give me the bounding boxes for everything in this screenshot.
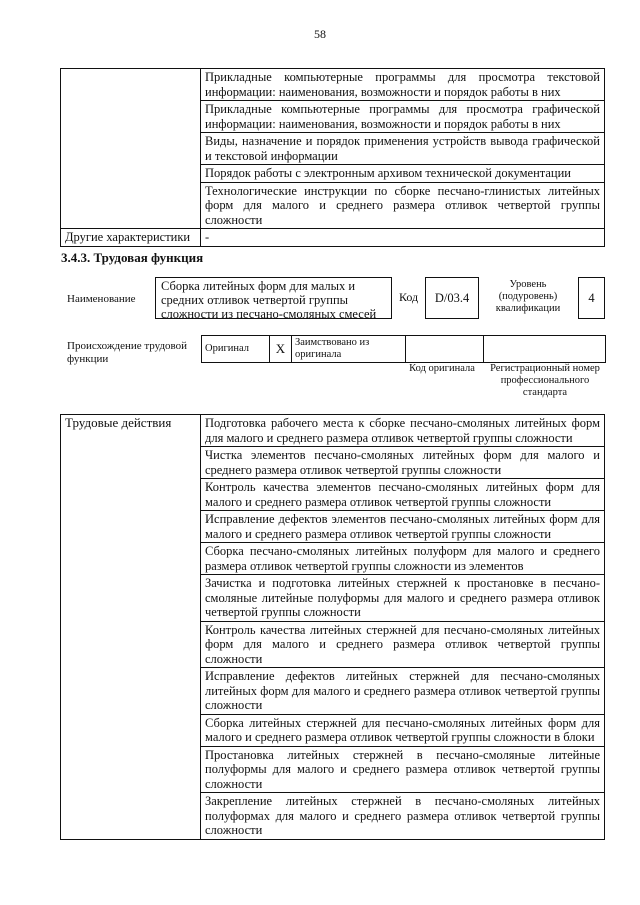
table-row bbox=[202, 336, 606, 363]
knowledge-label-cell bbox=[61, 69, 201, 229]
original-code-cell bbox=[406, 336, 484, 363]
knowledge-item: Технологические инструкции по сборке песчано-глинистых литейных форм для малого и среднего размера отливок четвертой группы сложности bbox=[201, 182, 605, 229]
code-label: Код bbox=[399, 290, 419, 304]
knowledge-item: Прикладные компьютерные программы для просмотра графической информации: наименования, возможности и порядок работы в них bbox=[201, 101, 605, 133]
original-mark: X bbox=[270, 336, 292, 363]
origin-label: Происхождение трудовой функции bbox=[67, 340, 188, 365]
labor-action-item: Простановка литейных стержней в песчано-смоляные литейные полуформы для малого и среднего размера отливок четвертой группы сложности bbox=[201, 746, 605, 793]
labor-action-item: Подготовка рабочего места к сборке песчано-смоляных литейных форм для малого и среднего размера отливок четвертой группы сложности bbox=[201, 415, 605, 447]
name-label: Наименование bbox=[67, 293, 136, 305]
table-row bbox=[61, 69, 605, 101]
table-row bbox=[61, 415, 605, 447]
level-value-box: 4 bbox=[578, 277, 605, 319]
borrowed-label: Заимствовано из оригинала bbox=[292, 336, 406, 363]
labor-action-item: Исправление дефектов литейных стержней для песчано-смоляных литейных форм для малого и среднего размера отливок четвертой группы сложности bbox=[201, 668, 605, 715]
knowledge-item: Порядок работы с электронным архивом технической документации bbox=[201, 165, 605, 183]
section-title: 3.4.3. Трудовая функция bbox=[61, 250, 204, 265]
page-number: 58 bbox=[314, 27, 326, 41]
origin-table bbox=[201, 335, 606, 363]
function-code-box: D/03.4 bbox=[425, 277, 479, 319]
knowledge-item: Прикладные компьютерные программы для просмотра текстовой информации: наименования, возможности и порядок работы в них bbox=[201, 69, 605, 101]
labor-action-item: Контроль качества литейных стержней для песчано-смоляных литейных форм для малого и среднего размера отливок четвертой группы сложности bbox=[201, 621, 605, 668]
labor-action-item: Исправление дефектов элементов песчано-смоляных литейных форм для малого и среднего размера отливок четвертой группы сложности bbox=[201, 511, 605, 543]
original-label: Оригинал bbox=[202, 336, 270, 363]
other-characteristics-value: - bbox=[201, 229, 605, 247]
reg-number-caption: Регистрационный номер профессионального стандарта bbox=[490, 363, 600, 398]
table-row bbox=[61, 229, 605, 247]
labor-action-item: Контроль качества элементов песчано-смоляных литейных форм для малого и среднего размера отливок четвертой группы сложности bbox=[201, 479, 605, 511]
labor-actions-table bbox=[60, 414, 605, 840]
level-label: Уровень (подуровень) квалификации bbox=[495, 279, 561, 314]
labor-action-item: Сборка песчано-смоляных литейных полуформ для малого и среднего размера отливок четвертой группы сложности из элементов bbox=[201, 543, 605, 575]
labor-actions-label: Трудовые действия bbox=[61, 415, 201, 840]
labor-action-item: Закрепление литейных стержней в песчано-смоляных литейных полуформах для малого и среднего размера отливок четвертой группы сложности bbox=[201, 793, 605, 840]
function-name-box: Сборка литейных форм для малых и средних отливок четвертой группы сложности из песчано-смоляных смесей bbox=[155, 277, 392, 319]
knowledge-table bbox=[60, 68, 605, 247]
labor-action-item: Зачистка и подготовка литейных стержней к простановке в песчано-смоляные литейные полуформы для малого и среднего размера отливок четвертой группы сложности bbox=[201, 575, 605, 622]
knowledge-item: Виды, назначение и порядок применения устройств вывода графической и текстовой информации bbox=[201, 133, 605, 165]
labor-action-item: Сборка литейных стержней для песчано-смоляных литейных форм для малого и среднего размера отливок четвертой группы сложности в блоки bbox=[201, 714, 605, 746]
reg-number-cell bbox=[484, 336, 606, 363]
code-original-caption: Код оригинала bbox=[409, 363, 475, 374]
labor-action-item: Чистка элементов песчано-смоляных литейных форм для малого и среднего размера отливок четвертой группы сложности bbox=[201, 447, 605, 479]
other-characteristics-label: Другие характеристики bbox=[61, 229, 201, 247]
